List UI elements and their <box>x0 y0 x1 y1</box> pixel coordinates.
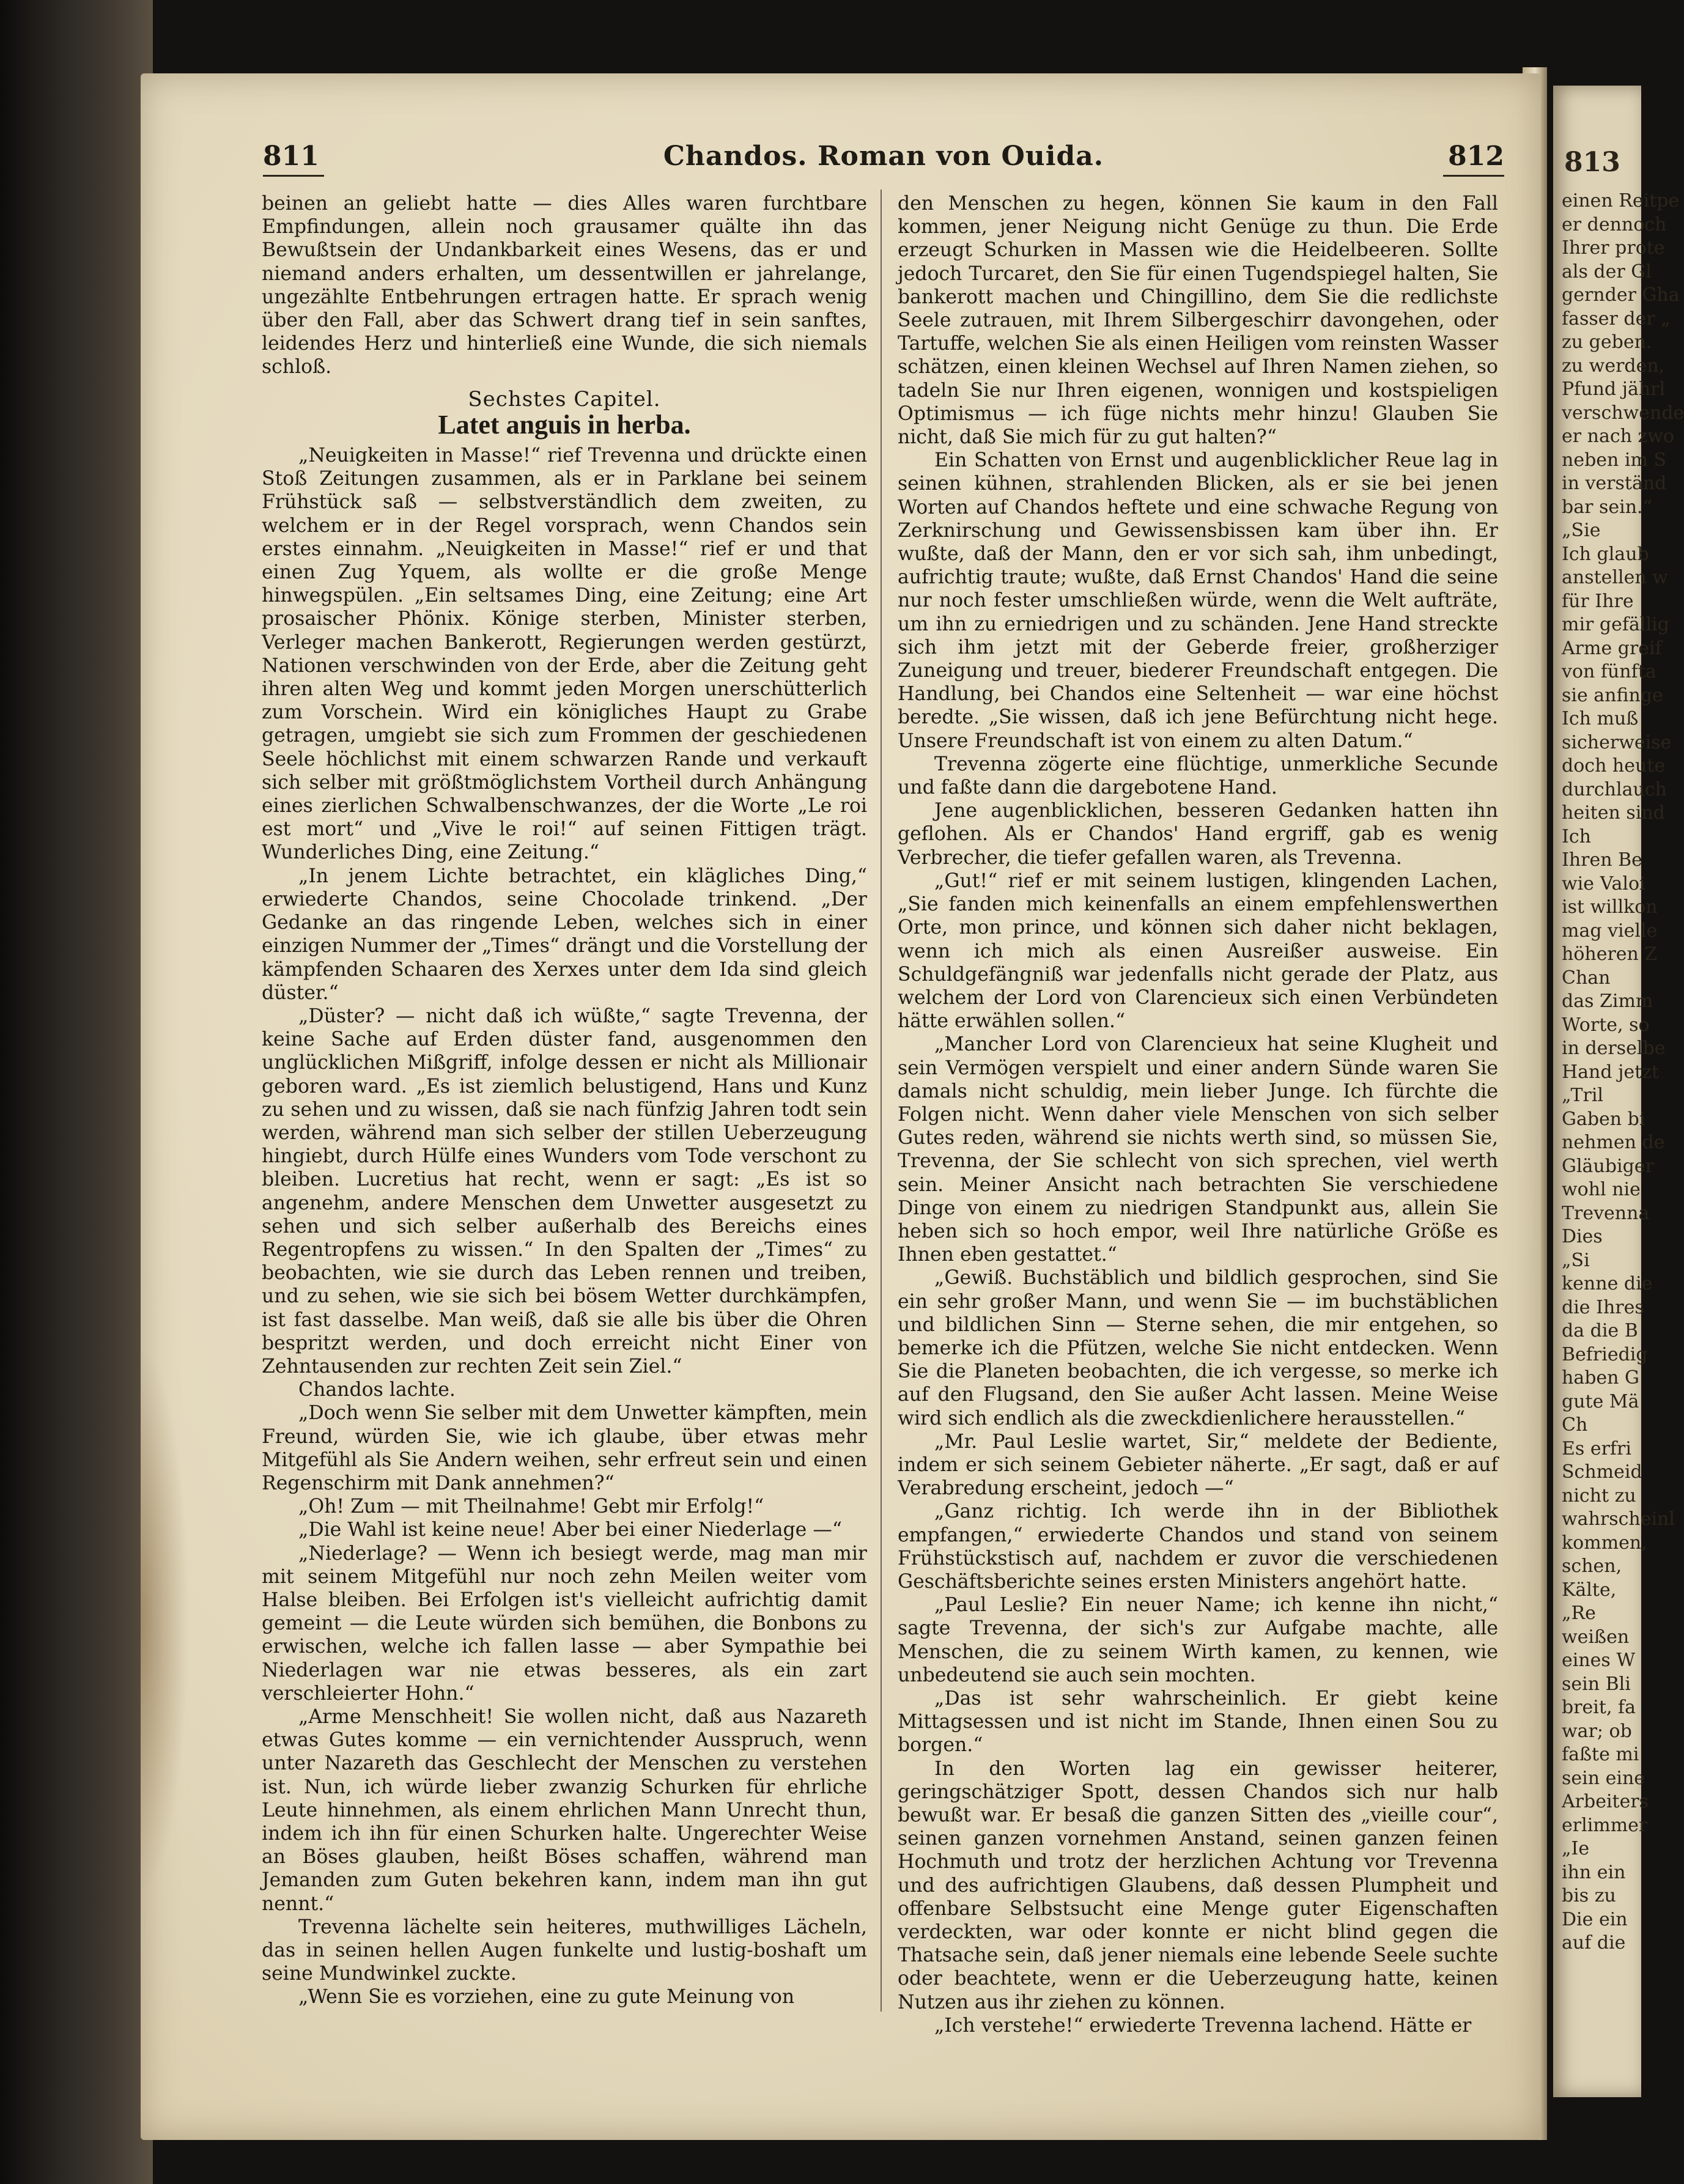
next-page-line: verschwende <box>1562 402 1684 424</box>
next-page-line: kommen, <box>1562 1532 1647 1554</box>
next-page-line: ist willkon <box>1562 896 1658 918</box>
next-page-line: „Ie <box>1562 1838 1590 1859</box>
next-page-line: Pfund jährl <box>1562 378 1666 400</box>
next-page-line: Ich <box>1562 825 1591 847</box>
next-page-line: Gaben bi <box>1562 1108 1645 1130</box>
next-page-line: heiten sind <box>1562 802 1665 824</box>
next-page-edge <box>1553 86 1684 2097</box>
next-page-line: sein eine <box>1562 1767 1645 1789</box>
next-page-line: Ch <box>1562 1414 1588 1436</box>
next-page-line: mag vielle <box>1562 920 1658 942</box>
paragraph: „In jenem Lichte betrachtet, ein klägliches Ding,“ erwiederte Chandos, seine Chocolade trinkend. „Der Gedanke an das ringende Leben, welches sich in einer einzigen Nummer der „Times“ drängt und die Vorstellung der kämpfenden Schaaren des Xerxes unter dem Ida sind gleich düster.“ <box>262 865 867 1004</box>
next-page-line: faßte mi <box>1562 1744 1639 1765</box>
paragraph: Trevenna lächelte sein heiteres, muthwilliges Lächeln, das in seinen hellen Augen funkelte und lustig-boshaft um seine Mundwinkel zuckte. <box>262 1916 867 1985</box>
next-page-line: erlimmer <box>1562 1814 1648 1836</box>
book-binding <box>0 0 153 2184</box>
next-page-line: nehmen de <box>1562 1132 1665 1153</box>
column-divider <box>881 190 882 2012</box>
intro-paragraph: beinen an geliebt hatte — dies Alles waren furchtbare Empfindungen, allein noch grausamer quälte ihn das Bewußtsein der Undankbarkeit eines Wesens, das er und niemand anders erhalten, um dessentwillen er jahrelange, ungezählte Entbehrungen ertragen hatte. Er sprach wenig über den Fall, aber das Schwert drang tief in sein sanftes, leidendes Herz und hinterließ eine Wunde, die sich niemals schloß. <box>262 193 867 378</box>
next-page-line: das Zimm <box>1562 991 1653 1012</box>
next-page-line: sein Bli <box>1562 1673 1631 1695</box>
next-page-line: bis zu <box>1562 1885 1616 1906</box>
paragraph: „Mr. Paul Leslie wartet, Sir,“ meldete der Bediente, indem er sich seinem Gebieter näherte. „Er sagt, daß er auf Verabredung erscheint, jedoch —“ <box>898 1430 1498 1500</box>
paragraph: In den Worten lag ein gewisser heiterer, geringschätziger Spott, dessen Chandos sich nur halb bewußt war. Er besaß die ganzen Sitten des „vieille cour“, seinen ganzen vornehmen Anstand, seinen ganzen feinen Hochmuth und trotz der herzlichen Achtung vor Trevenna und des aufrichtigen Glaubens, daß dessen Plumpheit und offenbare Selbstsucht eine Menge guter Eigenschaften verdeckten, war oder konnte er nicht blind gegen die Thatsache sein, daß jener niemals eine lebende Seele suchte oder beachtete, wenn er die Ueberzeugung hatte, keinen Nutzen aus ihr ziehen zu können. <box>898 1757 1498 2013</box>
next-page-line: Befriedig <box>1562 1343 1648 1365</box>
next-page-line: weißen <box>1562 1626 1630 1648</box>
next-page-line: neben im S <box>1562 449 1667 471</box>
left-column <box>262 192 867 2009</box>
next-page-line: kenne die <box>1562 1273 1653 1294</box>
next-page-line: in verständ <box>1562 473 1667 494</box>
next-page-line: einen Reitpe <box>1562 190 1680 212</box>
next-page-line: mir gefällig <box>1562 614 1669 635</box>
next-page-line: zu werden, <box>1562 355 1665 377</box>
paragraph: Jene augenblicklichen, besseren Gedanken hatten ihn geflohen. Als er Chandos' Hand ergriff, gab es wenig Verbrecher, die tiefer gefallen waren, als Trevenna. <box>898 800 1498 869</box>
paragraph: „Arme Menschheit! Sie wollen nicht, daß aus Nazareth etwas Gutes komme — ein vernichtender Ausspruch, wenn unter Nazareth das Geschlecht der Menschen zu verstehen ist. Nun, ich würde lieber zwanzig Schurken für ehrliche Leute hinnehmen, als einem ehrlichen Mann Unrecht thun, indem ich ihn für einen Schurken halte. Ungerechter Weise an Böses glauben, heißt Böses schaffen, während man Jemanden zum Guten bekehren kann, indem man ihn gut nennt.“ <box>262 1706 867 1915</box>
next-page-fragments <box>1562 190 1684 1955</box>
paragraph: Ein Schatten von Ernst und augenblicklicher Reue lag in seinen kühnen, strahlenden Blicken, als er sie bei jenen Worten auf Chandos heftete und eine schwache Regung von Zerknirschung und Gewissensbissen kam über ihn. Er wußte, daß der Mann, den er vor sich sah, ihm unbedingt, aufrichtig traute; wußte, daß Ernst Chandos' Hand die seine nur noch fester umschließen würde, wenn die Welt aufträte, um ihn zu erniedrigen und zu schänden. Jene Hand streckte sich ihm jetzt mit der Geberde freier, großherziger Zuneigung und treuer, biederer Freundschaft entgegen. Die Handlung, bei Chandos eine Seltenheit — war eine höchst beredte. „Sie wissen, daß ich jene Befürchtung nicht hege. Unsere Freundschaft ist von einem zu alten Datum.“ <box>898 449 1498 752</box>
paragraph: „Düster? — nicht daß ich wüßte,“ sagte Trevenna, der keine Sache auf Erden düster fand, ausgenommen den unglücklichen Mißgriff, infolge dessen er nicht als Millionair geboren ward. „Es ist ziemlich belustigend, Hans und Kunz zu sehen und zu wissen, daß sie nach fünfzig Jahren todt sein werden, während man sich selber der stillen Ueberzeugung hingiebt, durch Hülfe eines Wunders vom Tode verschont zu bleiben. Lucretius hat recht, wenn er sagt: „Es ist so angenehm, andere Menschen dem Unwetter ausgesetzt zu sehen und sich selber außerhalb des Bereichs eines Regentropfens zu wissen.“ In den Spalten der „Times“ zu beobachten, wie sie durch das Leben rennen und treiben, und zu sehen, wie sie sich bei bösem Wetter durchkämpfen, ist fast dasselbe. Man weiß, daß sie alle bis über die Ohren bespritzt werden, und doch erreicht nicht Einer von Zehntausenden zur rechten Zeit sein Ziel.“ <box>262 1005 867 1378</box>
next-page-line: Es erfri <box>1562 1437 1631 1459</box>
paragraph: „Das ist sehr wahrscheinlich. Er giebt keine Mittagsessen und ist nicht im Stande, Ihnen einen Sou zu borgen.“ <box>898 1688 1498 1757</box>
page-number-left: 811 <box>263 141 319 172</box>
next-page-line: „Re <box>1562 1603 1596 1624</box>
next-page-line: schen, <box>1562 1555 1622 1577</box>
paragraph: den Menschen zu hegen, können Sie kaum in den Fall kommen, jener Neigung nicht Genüge zu thun. Die Erde erzeugt Schurken in Massen wie die Heidelbeeren. Sollte jedoch Turcaret, den Sie für einen Tugendspiegel halten, Sie bankerott machen und Chingillino, dem Sie die redlichste Seele zutrauen, mit Ihrem Silbergeschirr davongehen, oder Tartuffe, welchen Sie als einen Heiligen vom reinsten Wasser schätzen, einen kleinen Wechsel auf Ihren Namen ziehen, so tadeln Sie nur Ihren eigenen, wonnigen und kostspieligen Optimismus — ich füge nichts mehr hinzu! Glauben Sie nicht, daß Sie mich für zu gut halten?“ <box>898 193 1498 449</box>
next-page-line: gute Mä <box>1562 1390 1639 1412</box>
page-stain <box>141 1345 190 1895</box>
paragraph: „Oh! Zum — mit Theilnahme! Gebt mir Erfolg!“ <box>298 1496 764 1518</box>
next-page-line: er dennoch <box>1562 213 1667 235</box>
paragraph: „Neuigkeiten in Masse!“ rief Trevenna und drückte einen Stoß Zeitungen zusammen, als er in Parklane bei seinem Frühstück saß — selbstverständlich dem zweiten, zu welchem er in der Regel vorsprach, wenn Chandos sein erstes einnahm. „Neuigkeiten in Masse!“ rief er und that einen Zug Yquem, als wollte er die große Menge hinwegspülen. „Ein seltsames Ding, eine Zeitung; eine Art prosaischer Phönix. Könige sterben, Minister sterben, Verleger machen Bankerott, Regierungen werden gestürzt, Nationen verschwinden von der Erde, aber die Zeitung geht ihren alten Weg und kommt jeden Morgen unerschütterlich zum Vorschein. Wird ein königliches Haupt zu Grabe getragen, umgiebt sie sich zum Frommen der geschiedenen Seele höchlichst mit einem schwarzen Rande und verkauft sich selber mit größtmöglichstem Vortheil durch Anhängung eines zierlichen Schwalbenschwanzes, der die Worte „Le roi est mort“ und „Vive le roi!“ auf seinen Fittigen trägt. Wunderliches Ding, eine Zeitung.“ <box>262 445 867 864</box>
paragraph: „Paul Leslie? Ein neuer Name; ich kenne ihn nicht,“ sagte Trevenna, der sich's zur Aufgabe machte, alle Menschen, die zu seinem Wirth kamen, zu kennen, wie unbedeutend sie auch sein mochten. <box>898 1594 1498 1686</box>
next-page-line: wohl nie <box>1562 1179 1641 1200</box>
next-page-line: wahrscheinl <box>1562 1508 1675 1530</box>
next-page-line: sie anfinge <box>1562 684 1663 706</box>
paragraph: „Ich verstehe!“ erwiederte Trevenna lachend. Hätte er <box>934 2014 1472 2037</box>
next-page-line: Hand jetzt <box>1562 1061 1660 1083</box>
next-page-line: er nach zwo <box>1562 426 1675 447</box>
paragraph: „Niederlage? — Wenn ich besiegt werde, mag man mir mit seinem Mitgefühl nur noch zehn Meilen weiter vom Halse bleiben. Bei Erfolgen ist's vielleicht aufrichtig damit gemeint — die Leute würden sich bemühen, die Bonbons zu erwischen, welche ich fallen lasse — aber Sympathie bei Niederlagen war nie etwas besseres, als ein zart verschleierter Hohn.“ <box>262 1542 867 1705</box>
next-page-line: war; ob <box>1562 1720 1632 1742</box>
next-page-line: „Si <box>1562 1249 1590 1271</box>
next-page-line: zu geben. <box>1562 331 1652 353</box>
next-page-line: gernder Gha <box>1562 284 1680 306</box>
next-page-line: haben G <box>1562 1367 1639 1389</box>
next-page-line: nicht zu <box>1562 1485 1636 1507</box>
next-page-line: sicherweise <box>1562 731 1672 753</box>
next-page-line: ihn ein <box>1562 1861 1626 1883</box>
next-page-line: Ich glaub <box>1562 543 1649 565</box>
next-page-line: in derselbe <box>1562 1038 1666 1059</box>
paragraph: „Ganz richtig. Ich werde ihn in der Bibliothek empfangen,“ erwiederte Chandos und stand von seinem Frühstückstisch auf, nachdem er zuvor die verschiedenen Geschäftsberichte seines ersten Ministers angehört hatte. <box>898 1500 1498 1593</box>
paragraph: „Die Wahl ist keine neue! Aber bei einer Niederlage —“ <box>298 1519 842 1541</box>
next-page-line: Schmeid <box>1562 1461 1642 1483</box>
page-number-right: 812 <box>1448 141 1504 172</box>
next-page-line: Kälte, <box>1562 1579 1617 1601</box>
paragraph: „Mancher Lord von Clarencieux hat seine Klugheit und sein Vermögen verspielt und einer andern Sünde waren Sie damals nicht schuldig, mein lieber Junge. Ich fürchte die Folgen nicht. Wenn daher viele Menschen von sich selber Gutes reden, während sie nichts werth sind, so müssen Sie, Trevenna, der Sie schlecht von sich sprechen, viel werth sein. Meiner Ansicht nach betrachten Sie verschiedene Dinge von einem zu niedrigen Standpunkt aus, allein Sie heben sich so hoch empor, weil Ihre natürliche Größe es Ihnen eben gestattet.“ <box>898 1033 1498 1266</box>
next-page-number: 813 <box>1564 147 1620 178</box>
next-page-line: Ihrer prote <box>1562 237 1665 259</box>
next-page-line: die Ihres <box>1562 1296 1644 1318</box>
next-page-line: Worte, so <box>1562 1014 1650 1036</box>
paragraph: „Wenn Sie es vorziehen, eine zu gute Meinung von <box>298 1986 795 2009</box>
page-header <box>263 141 1504 177</box>
next-page-line: durchlauch <box>1562 778 1667 800</box>
paragraph: „Gut!“ rief er mit seinem lustigen, klingenden Lachen, „Sie fanden mich keinenfalls an einem empfehlenswerthen Orte, mon prince, und können sich daher nicht beklagen, wenn ich mich als einen Ausreißer ausweise. Ein Schuldgefängniß war jedenfalls nicht gerade der Platz, aus welchem der Lord von Clarencieux sich einen Verbündeten hätte erwählen sollen.“ <box>898 869 1498 1033</box>
next-page-line: bar sein.“ <box>1562 496 1652 518</box>
next-page-line: „Tril <box>1562 1085 1604 1106</box>
paragraph: Trevenna zögerte eine flüchtige, unmerkliche Secunde und faßte dann die dargebotene Hand. <box>898 753 1498 799</box>
next-page-line: fasser der „ <box>1562 308 1671 330</box>
next-page-line: Arbeiters <box>1562 1791 1649 1812</box>
next-page-line: als der Gl <box>1562 260 1652 282</box>
next-page-line: doch heute <box>1562 755 1666 777</box>
right-column <box>898 192 1498 2037</box>
next-page-line: höheren Z <box>1562 943 1658 965</box>
next-page-line: Ihren Be <box>1562 849 1642 871</box>
header-rule-left <box>263 175 324 177</box>
next-page-line: von fünfta <box>1562 661 1656 682</box>
chapter-heading: Sechstes Capitel. <box>468 386 661 411</box>
paragraph: „Gewiß. Buchstäblich und bildlich gesprochen, sind Sie ein sehr großer Mann, und wenn Sie — im buchstäblichen und bildlichen Sinn — Sterne sehen, die mir entgehen, so bemerke ich die Pfützen, welche Sie nicht entdecken. Wenn Sie die Planeten beobachten, die ich vergesse, so merke ich auf den Flugsand, den Sie außer Acht lassen. Meine Weise wird sich endlich als die zweckdienlichere herausstellen.“ <box>898 1267 1498 1430</box>
next-page-line: „Sie <box>1562 520 1601 541</box>
next-page-line: Trevenna <box>1562 1202 1650 1224</box>
next-page-line: Arme greif <box>1562 637 1662 659</box>
next-page-line: breit, fa <box>1562 1697 1636 1718</box>
next-page-line: Die ein <box>1562 1908 1628 1930</box>
chapter-title: Latet anguis in herba. <box>438 409 691 440</box>
next-page-line: Gläubiger <box>1562 1155 1654 1177</box>
next-page-line: Chan <box>1562 967 1611 989</box>
next-page-line: Ich muß <box>1562 708 1639 729</box>
header-rule-right <box>1443 175 1504 177</box>
next-page-line: anstellen w <box>1562 567 1668 588</box>
next-page-line: da die B <box>1562 1320 1638 1341</box>
next-page-line: wie Valoi <box>1562 872 1645 895</box>
next-page-line: Dies <box>1562 1226 1603 1247</box>
next-page-line: auf die <box>1562 1932 1626 1953</box>
next-page-line: eines W <box>1562 1650 1636 1671</box>
running-title: Chandos. Roman von Ouida. <box>663 141 1104 172</box>
paragraph: Chandos lachte. <box>298 1379 456 1401</box>
paragraph: „Doch wenn Sie selber mit dem Unwetter kämpften, mein Freund, würden Sie, wie ich glaube, über etwas mehr Mitgefühl als Sie Andern weihen, sehr erfreut sein und einen Regenschirm mit Dank annehmen?“ <box>262 1402 867 1494</box>
next-page-line: für Ihre <box>1562 590 1634 612</box>
